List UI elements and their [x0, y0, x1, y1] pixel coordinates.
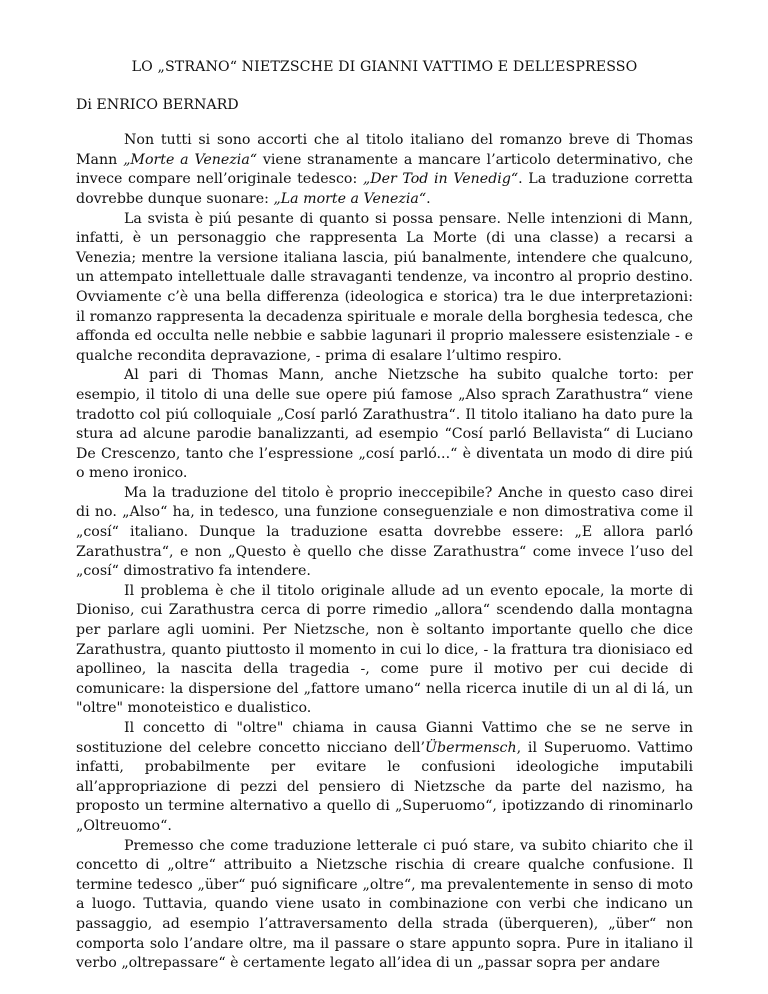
- paragraph: Al pari di Thomas Mann, anche Nietzsche ha subito qualche torto: per esempio, il titolo di una delle sue opere piú famose „Also sprach Zarathustra“ viene tradotto col piú colloquiale „Cosí parló Zarathustra“. Il titolo italiano ha dato pure la stura ad alcune parodie banalizzanti, ad esempio “Cosí parló Bellavista“ di Luciano De Crescenzo, tanto che l’espressione „cosí parló...“ è diventata un modo di dire piú o meno ironico.: [76, 367, 693, 482]
- paragraph: Il problema è che il titolo originale allude ad un evento epocale, la morte di Dioniso, cui Zarathustra cerca di porre rimedio „allora“ scendendo dalla montagna per parlare agli uomini. Per Nietzsche, non è soltanto importante quello che dice Zarathustra, quanto piuttosto il momento in cui lo dice, - la frattura tra dionisiaco ed apollineo, la nascita della tragedia -, come pure il motivo per cui decide di comunicare: la dispersione del „fattore umano“ nella ricerca inutile di un al di lá, un "oltre" monoteistico e dualistico.: [76, 582, 693, 717]
- paragraph: Non tutti si sono accorti che al titolo italiano del romanzo breve di Thomas Mann „Morte a Venezia“ viene stranamente a mancare l’articolo determinativo, che invece compare nell’originale tedesco: „Der Tod in Venedig“. La traduzione corretta dovrebbe dunque suonare: „La morte a Venezia“.: [76, 132, 693, 207]
- paragraph: Il concetto di "oltre" chiama in causa Gianni Vattimo che se ne serve in sostituzione del celebre concetto nicciano dell’Übermensch, il Superuomo. Vattimo infatti, probabilmente per evitare le confusioni ideologiche imputabili all’appropriazione di pezzi del pensiero di Nietzsche da parte del nazismo, ha proposto un termine alternativo a quello di „Superuomo“, ipotizzando di rinominarlo „Oltreuomo“.: [76, 720, 693, 834]
- document-title: LO „STRANO“ NIETZSCHE DI GIANNI VATTIMO E DELL’ESPRESSO: [131, 59, 638, 75]
- document-body: [76, 131, 693, 974]
- paragraph: Ma la traduzione del titolo è proprio ineccepibile? Anche in questo caso direi di no. „Also“ ha, in tedesco, una funzione conseguenziale e non dimostrativa come il „cosí“ italiano. Dunque la traduzione esatta dovrebbe essere: „E allora parló Zarathustra“, e non „Questo è quello che disse Zarathustra“ come invece l’uso del „cosí“ dimostrativo fa intendere.: [76, 484, 693, 580]
- author-line: Di ENRICO BERNARD: [76, 96, 239, 113]
- paragraph: La svista è piú pesante di quanto si possa pensare. Nelle intenzioni di Mann, infatti, è un personaggio che rappresenta La Morte (di una classe) a recarsi a Venezia; mentre la versione italiana lascia, piú banalmente, intendere che qualcuno, un attempato intellettuale dalle stravaganti tendenze, va incontro al proprio destino. Ovviamente c’è una bella differenza (ideologica e storica) tra le due interpretazioni: il romanzo rappresenta la decadenza spirituale e morale della borghesia tedesca, che affonda ed occulta nelle nebbie e sabbie lagunari il proprio malessere esistenziale - e qualche recondita depravazione, - prima di esalare l’ultimo respiro.: [76, 210, 693, 364]
- paragraph: Premesso che come traduzione letterale ci puó stare, va subito chiarito che il concetto di „oltre“ attribuito a Nietzsche rischia di creare qualche confusione. Il termine tedesco „über“ puó significare „oltre“, ma prevalentemente in senso di moto a luogo. Tuttavia, quando viene usato in combinazione con verbi che indicano un passaggio, ad esempio l’attraversamento della strada (überqueren), „über“ non comporta solo l’andare oltre, ma il passare o stare appunto sopra. Pure in italiano il verbo „oltrepassare“ è certamente legato all’idea di un „passar sopra per andare: [76, 837, 693, 972]
- document-page: [76, 58, 693, 974]
